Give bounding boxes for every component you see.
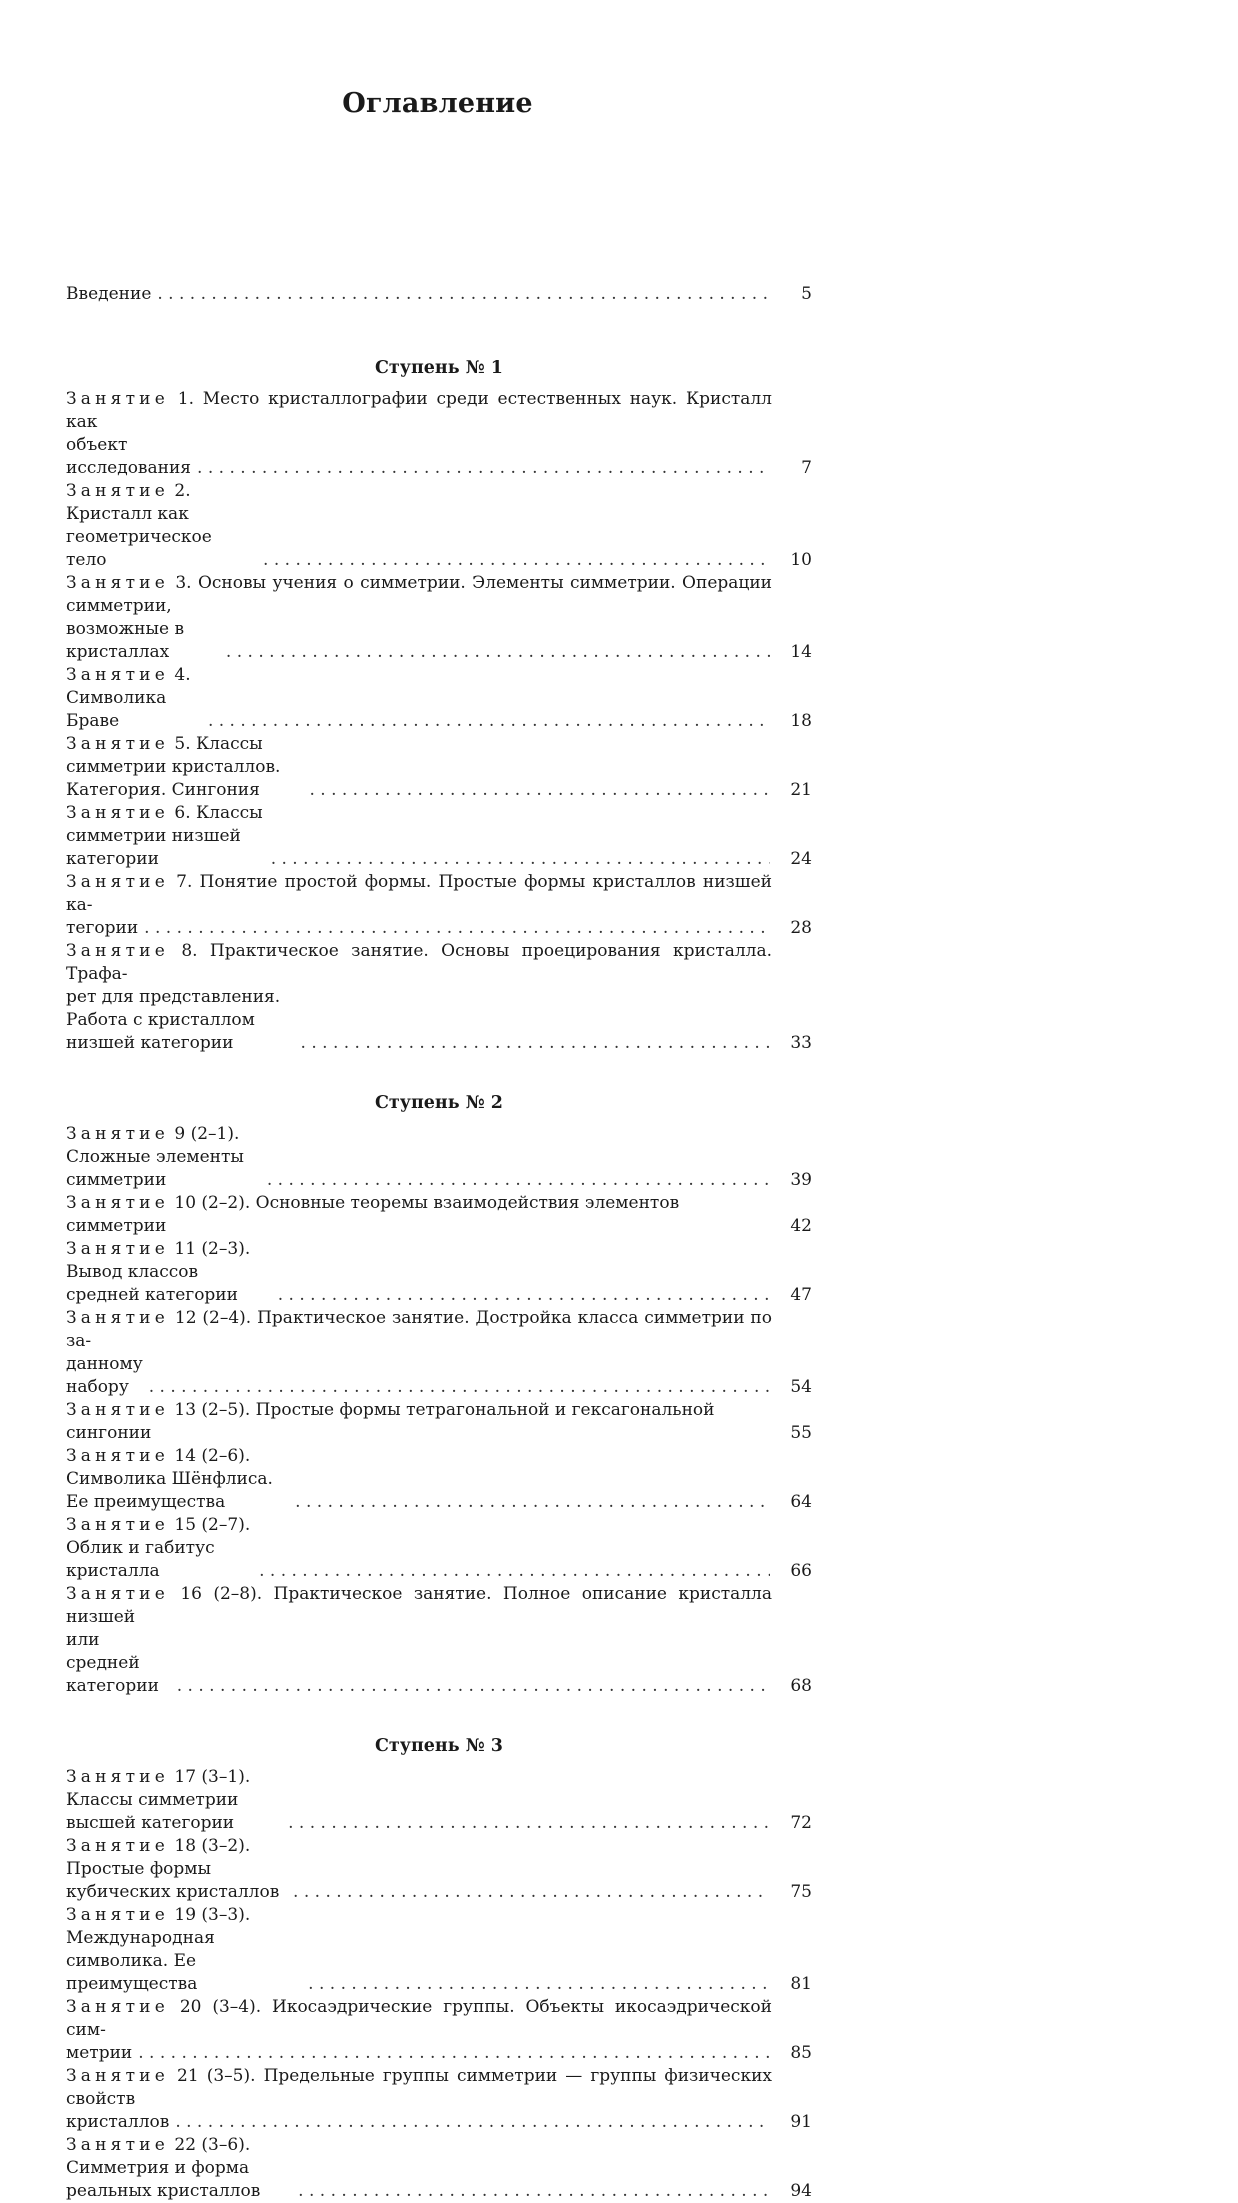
section-heading: Ступень № 1 (375, 358, 503, 378)
entry-label: Занятие (66, 1997, 169, 2017)
entry-label: Занятие (66, 1905, 169, 1925)
page-number: 33 (790, 1033, 812, 1053)
page-number: 21 (790, 780, 812, 800)
toc-entry[interactable] (66, 1835, 812, 1904)
entry-title: свойств кристаллов (66, 2089, 170, 2132)
toc-entry[interactable] (66, 1583, 812, 1698)
toc-entry[interactable] (66, 388, 812, 480)
toc-entry[interactable] (66, 1192, 812, 1238)
entry-title-line: Занятие 3. Основы учения о симметрии. Элементы симметрии. Операции (66, 573, 772, 593)
entry-title-line: Занятие 8. Практическое занятие. Основы проецирования кристалла. Трафа- (66, 941, 772, 984)
entry-label: Занятие (66, 941, 169, 961)
entry-label: Занятие (66, 1515, 169, 1535)
page-number: 81 (790, 1974, 812, 1994)
page-number: 91 (790, 2112, 812, 2132)
page-number: 75 (790, 1882, 812, 1902)
page-number: 14 (790, 642, 812, 662)
toc-entry[interactable] (66, 2134, 812, 2203)
entry-title: тегории (66, 918, 139, 938)
entry-label: Занятие (66, 734, 169, 754)
toc-entry[interactable] (66, 1514, 812, 1583)
entry-title: Занятие 5. Классы симметрии кристаллов. Категория. Сингония (66, 734, 281, 800)
toc-entry[interactable] (66, 572, 812, 664)
toc-entry[interactable] (66, 2065, 812, 2134)
entry-title: Занятие 9 (2–1). Сложные элементы симметрии (66, 1124, 244, 1190)
dot-leader (226, 641, 770, 664)
entry-label: Занятие (66, 1767, 169, 1787)
entry-label: Занятие (66, 1836, 169, 1856)
entry-label: Занятие (66, 872, 169, 892)
entry-label: Занятие (66, 1193, 169, 1213)
entry-label: Занятие (66, 2135, 169, 2155)
table-of-contents (66, 283, 812, 2203)
page-number: 85 (790, 2043, 812, 2063)
toc-entry[interactable] (66, 1445, 812, 1514)
dot-leader (278, 1284, 770, 1307)
dot-leader (138, 2042, 770, 2065)
section-heading: Ступень № 3 (375, 1736, 503, 1756)
page-number: 66 (790, 1561, 812, 1581)
page-number: 18 (790, 711, 812, 731)
entry-title: Занятие 17 (3–1). Классы симметрии высшей категории (66, 1767, 251, 1833)
page-number: 28 (790, 918, 812, 938)
entry-title: данному набору (66, 1354, 143, 1397)
entry-title: метрии (66, 2043, 133, 2063)
page-title: Оглавление (342, 88, 533, 119)
dot-leader (144, 917, 770, 940)
dot-leader (288, 1812, 770, 1835)
entry-title: Занятие 6. Классы симметрии низшей категории (66, 803, 263, 869)
toc-entry[interactable] (66, 1904, 812, 1996)
dot-leader (208, 710, 770, 733)
toc-entry-intro[interactable] (66, 283, 812, 306)
entry-title: Занятие 13 (2–5). Простые формы тетрагональной и гексагональной сингонии (66, 1400, 715, 1443)
dot-leader (175, 2111, 770, 2134)
toc-entry[interactable] (66, 1238, 812, 1307)
page-number: 5 (801, 284, 812, 304)
dot-leader (301, 1032, 770, 1055)
page-number: 64 (790, 1492, 812, 1512)
entry-title-line: Занятие 1. Место кристаллографии среди естественных наук. Кристалл как (66, 389, 772, 432)
entry-label: Занятие (66, 1400, 169, 1420)
toc-entry[interactable] (66, 871, 812, 940)
entry-label: Занятие (66, 481, 169, 501)
toc-entry[interactable] (66, 1307, 812, 1399)
dot-leader (267, 1169, 770, 1192)
dot-leader (309, 779, 770, 802)
entry-label: Занятие (66, 1446, 169, 1466)
toc-entry[interactable] (66, 664, 812, 733)
entry-label: Занятие (66, 1308, 169, 1328)
entry-label: Занятие (66, 2066, 169, 2086)
entry-title: Занятие 15 (2–7). Облик и габитус кристалла (66, 1515, 251, 1581)
toc-entry[interactable] (66, 480, 812, 572)
page-number: 10 (790, 550, 812, 570)
entry-label: Занятие (66, 573, 169, 593)
page-number: 54 (790, 1377, 812, 1397)
entry-title: Занятие 11 (2–3). Вывод классов средней категории (66, 1239, 251, 1305)
dot-leader (149, 1376, 770, 1399)
page-number: 47 (790, 1285, 812, 1305)
toc-entry[interactable] (66, 940, 812, 1055)
dot-leader (295, 1491, 770, 1514)
entry-title-line: Занятие 12 (2–4). Практическое занятие. Достройка класса симметрии по за- (66, 1308, 772, 1351)
dot-leader (157, 283, 770, 306)
dot-leader (197, 457, 770, 480)
sections (66, 358, 812, 2203)
dot-leader (298, 2180, 770, 2203)
entry-title-line: Занятие 20 (3–4). Икосаэдрические группы. Объекты икосаэдрической сим- (66, 1997, 772, 2040)
page-number: 55 (790, 1423, 812, 1443)
entry-title: рет для представления. Работа с кристаллом низшей категории (66, 987, 281, 1053)
entry-label: Занятие (66, 389, 169, 409)
toc-entry[interactable] (66, 1123, 812, 1192)
dot-leader (308, 1973, 770, 1996)
toc-entry[interactable] (66, 1399, 812, 1445)
entry-title: или средней категории (66, 1630, 159, 1696)
entry-title: Занятие 22 (3–6). Симметрия и форма реальных кристаллов (66, 2135, 261, 2201)
dot-leader (177, 1675, 770, 1698)
entry-label: Занятие (66, 1584, 169, 1604)
page-number: 42 (790, 1216, 812, 1236)
toc-entry[interactable] (66, 1766, 812, 1835)
toc-entry[interactable] (66, 802, 812, 871)
entry-title: Занятие 2. Кристалл как геометрическое тело (66, 481, 212, 570)
page-number: 39 (790, 1170, 812, 1190)
toc-entry[interactable] (66, 1996, 812, 2065)
entry-title: Занятие 14 (2–6). Символика Шёнфлиса. Ее преимущества (66, 1446, 273, 1512)
entry-label: Занятие (66, 803, 169, 823)
dot-leader (263, 549, 770, 572)
entry-title: Введение (66, 284, 152, 304)
toc-entry[interactable] (66, 733, 812, 802)
dot-leader (259, 1560, 770, 1583)
entry-title: Занятие 19 (3–3). Международная символика. Ее преимущества (66, 1905, 251, 1994)
section-heading: Ступень № 2 (375, 1093, 503, 1113)
page-number: 72 (790, 1813, 812, 1833)
entry-title: Занятие 18 (3–2). Простые формы кубических кристаллов (66, 1836, 280, 1902)
page-number: 24 (790, 849, 812, 869)
entry-label: Занятие (66, 665, 169, 685)
dot-leader (271, 848, 770, 871)
entry-title: Занятие 10 (2–2). Основные теоремы взаимодействия элементов симметрии (66, 1193, 680, 1236)
page-number: 94 (790, 2181, 812, 2201)
entry-title: Занятие 4. Символика Браве (66, 665, 191, 731)
entry-title-line: Занятие 16 (2–8). Практическое занятие. Полное описание кристалла низшей (66, 1584, 772, 1627)
entry-title: симметрии, возможные в кристаллах (66, 596, 185, 662)
entry-label: Занятие (66, 1239, 169, 1259)
entry-title-line: Занятие 21 (3–5). Предельные группы симметрии — группы физических (66, 2066, 772, 2086)
entry-label: Занятие (66, 1124, 169, 1144)
page-number: 7 (801, 458, 812, 478)
page-number: 68 (790, 1676, 812, 1696)
dot-leader (293, 1881, 770, 1904)
entry-title-line: Занятие 7. Понятие простой формы. Простые формы кристаллов низшей ка- (66, 872, 772, 915)
entry-title: объект исследования (66, 435, 192, 478)
